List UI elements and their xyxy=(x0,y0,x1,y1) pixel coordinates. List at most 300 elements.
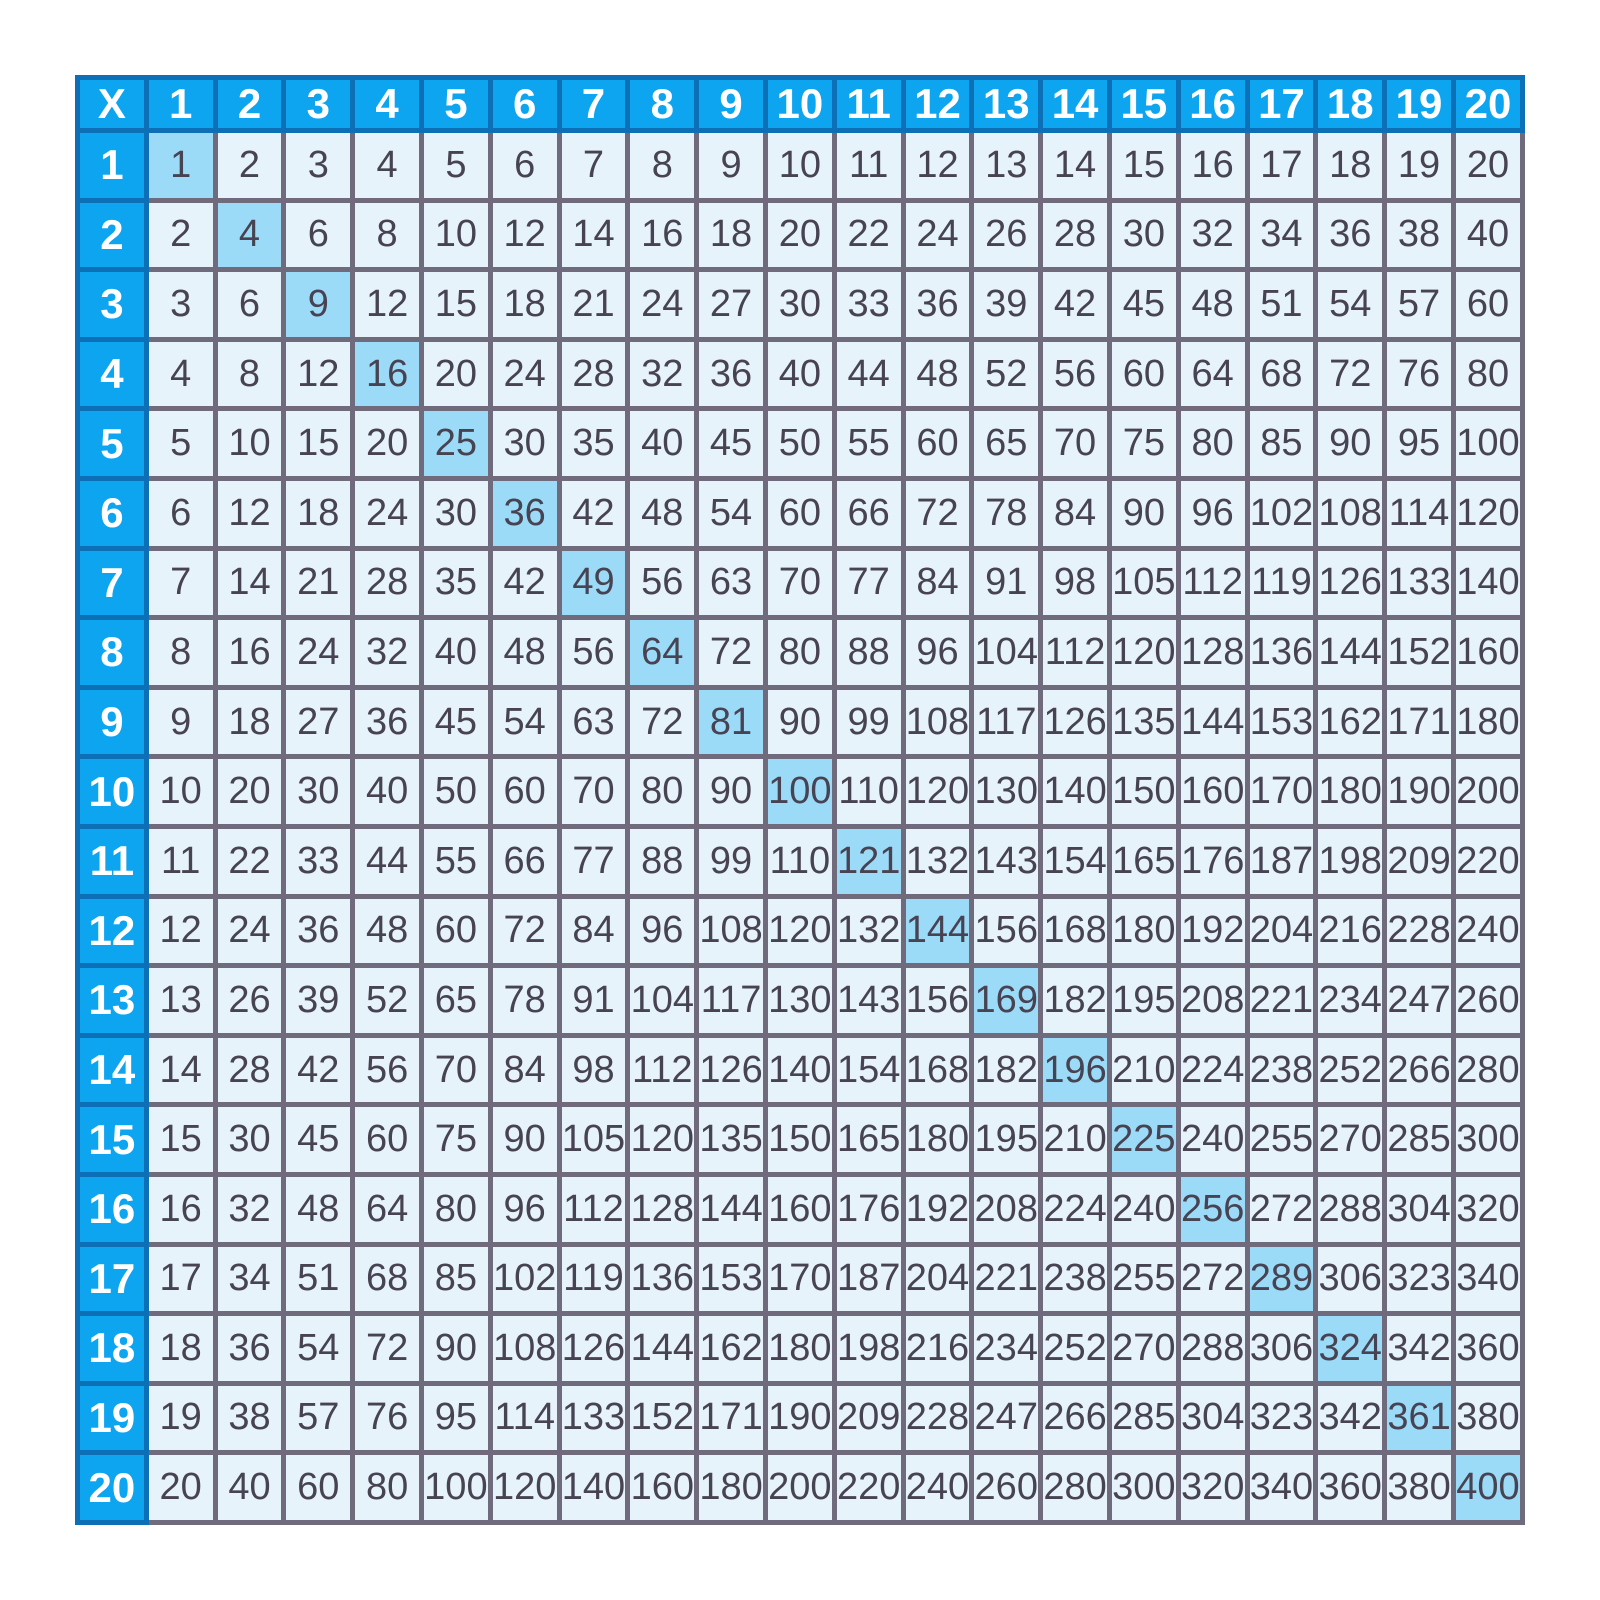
row-header-9: 9 xyxy=(78,687,147,757)
product-cell-10x16: 160 xyxy=(1178,757,1247,827)
product-cell-12x8: 96 xyxy=(628,896,697,966)
product-cell-11x3: 33 xyxy=(284,826,353,896)
product-cell-19x18: 342 xyxy=(1316,1383,1385,1453)
product-cell-1x20: 20 xyxy=(1453,131,1522,201)
product-cell-19x2: 38 xyxy=(215,1383,284,1453)
product-cell-5x6: 30 xyxy=(490,409,559,479)
product-cell-3x13: 39 xyxy=(972,270,1041,340)
product-cell-6x16: 96 xyxy=(1178,478,1247,548)
product-cell-18x8: 144 xyxy=(628,1314,697,1384)
product-cell-16x12: 192 xyxy=(903,1174,972,1244)
product-cell-18x7: 126 xyxy=(559,1314,628,1384)
product-cell-3x14: 42 xyxy=(1041,270,1110,340)
col-header-13: 13 xyxy=(972,78,1041,131)
table-row-7 xyxy=(78,548,1523,618)
product-cell-12x15: 180 xyxy=(1109,896,1178,966)
table-row-9 xyxy=(78,687,1523,757)
product-cell-17x13: 221 xyxy=(972,1244,1041,1314)
product-cell-9x14: 126 xyxy=(1041,687,1110,757)
product-cell-11x8: 88 xyxy=(628,826,697,896)
product-cell-16x11: 176 xyxy=(834,1174,903,1244)
product-cell-10x17: 170 xyxy=(1247,757,1316,827)
product-cell-14x1: 14 xyxy=(146,1035,215,1105)
product-cell-4x18: 72 xyxy=(1316,339,1385,409)
col-header-10: 10 xyxy=(765,78,834,131)
row-header-6: 6 xyxy=(78,478,147,548)
product-cell-16x20: 320 xyxy=(1453,1174,1522,1244)
product-cell-19x16: 304 xyxy=(1178,1383,1247,1453)
product-cell-2x13: 26 xyxy=(972,200,1041,270)
product-cell-2x3: 6 xyxy=(284,200,353,270)
product-cell-9x8: 72 xyxy=(628,687,697,757)
product-cell-17x17: 289 xyxy=(1247,1244,1316,1314)
product-cell-6x8: 48 xyxy=(628,478,697,548)
product-cell-14x15: 210 xyxy=(1109,1035,1178,1105)
product-cell-3x8: 24 xyxy=(628,270,697,340)
table-row-12 xyxy=(78,896,1523,966)
product-cell-16x3: 48 xyxy=(284,1174,353,1244)
product-cell-17x12: 204 xyxy=(903,1244,972,1314)
product-cell-7x15: 105 xyxy=(1109,548,1178,618)
product-cell-17x19: 323 xyxy=(1385,1244,1454,1314)
col-header-6: 6 xyxy=(490,78,559,131)
product-cell-6x10: 60 xyxy=(765,478,834,548)
product-cell-9x7: 63 xyxy=(559,687,628,757)
product-cell-15x9: 135 xyxy=(697,1105,766,1175)
product-cell-10x13: 130 xyxy=(972,757,1041,827)
row-header-19: 19 xyxy=(78,1383,147,1453)
product-cell-7x17: 119 xyxy=(1247,548,1316,618)
row-header-5: 5 xyxy=(78,409,147,479)
product-cell-12x9: 108 xyxy=(697,896,766,966)
product-cell-3x6: 18 xyxy=(490,270,559,340)
product-cell-13x1: 13 xyxy=(146,966,215,1036)
product-cell-14x11: 154 xyxy=(834,1035,903,1105)
row-header-10: 10 xyxy=(78,757,147,827)
product-cell-6x19: 114 xyxy=(1385,478,1454,548)
product-cell-10x20: 200 xyxy=(1453,757,1522,827)
product-cell-20x19: 380 xyxy=(1385,1453,1454,1523)
product-cell-16x17: 272 xyxy=(1247,1174,1316,1244)
product-cell-20x12: 240 xyxy=(903,1453,972,1523)
product-cell-14x10: 140 xyxy=(765,1035,834,1105)
col-header-15: 15 xyxy=(1109,78,1178,131)
product-cell-10x5: 50 xyxy=(421,757,490,827)
product-cell-8x2: 16 xyxy=(215,618,284,688)
product-cell-11x5: 55 xyxy=(421,826,490,896)
table-row-13 xyxy=(78,966,1523,1036)
product-cell-8x15: 120 xyxy=(1109,618,1178,688)
product-cell-7x10: 70 xyxy=(765,548,834,618)
product-cell-19x7: 133 xyxy=(559,1383,628,1453)
product-cell-10x9: 90 xyxy=(697,757,766,827)
col-header-18: 18 xyxy=(1316,78,1385,131)
product-cell-15x11: 165 xyxy=(834,1105,903,1175)
product-cell-6x20: 120 xyxy=(1453,478,1522,548)
table-row-1 xyxy=(78,131,1523,201)
product-cell-7x4: 28 xyxy=(353,548,422,618)
product-cell-8x9: 72 xyxy=(697,618,766,688)
product-cell-15x16: 240 xyxy=(1178,1105,1247,1175)
product-cell-9x10: 90 xyxy=(765,687,834,757)
product-cell-1x14: 14 xyxy=(1041,131,1110,201)
product-cell-12x19: 228 xyxy=(1385,896,1454,966)
product-cell-4x1: 4 xyxy=(146,339,215,409)
product-cell-15x5: 75 xyxy=(421,1105,490,1175)
product-cell-9x5: 45 xyxy=(421,687,490,757)
product-cell-15x7: 105 xyxy=(559,1105,628,1175)
product-cell-10x14: 140 xyxy=(1041,757,1110,827)
product-cell-11x14: 154 xyxy=(1041,826,1110,896)
product-cell-3x18: 54 xyxy=(1316,270,1385,340)
product-cell-1x16: 16 xyxy=(1178,131,1247,201)
product-cell-16x4: 64 xyxy=(353,1174,422,1244)
product-cell-15x6: 90 xyxy=(490,1105,559,1175)
product-cell-19x14: 266 xyxy=(1041,1383,1110,1453)
product-cell-3x15: 45 xyxy=(1109,270,1178,340)
product-cell-11x15: 165 xyxy=(1109,826,1178,896)
product-cell-13x7: 91 xyxy=(559,966,628,1036)
product-cell-15x17: 255 xyxy=(1247,1105,1316,1175)
product-cell-11x18: 198 xyxy=(1316,826,1385,896)
product-cell-17x6: 102 xyxy=(490,1244,559,1314)
product-cell-3x16: 48 xyxy=(1178,270,1247,340)
product-cell-11x12: 132 xyxy=(903,826,972,896)
product-cell-6x2: 12 xyxy=(215,478,284,548)
col-header-16: 16 xyxy=(1178,78,1247,131)
product-cell-19x8: 152 xyxy=(628,1383,697,1453)
product-cell-5x18: 90 xyxy=(1316,409,1385,479)
product-cell-9x2: 18 xyxy=(215,687,284,757)
multiplication-table-container xyxy=(75,75,1525,1525)
product-cell-16x1: 16 xyxy=(146,1174,215,1244)
product-cell-1x19: 19 xyxy=(1385,131,1454,201)
product-cell-8x6: 48 xyxy=(490,618,559,688)
col-header-1: 1 xyxy=(146,78,215,131)
product-cell-20x14: 280 xyxy=(1041,1453,1110,1523)
product-cell-2x1: 2 xyxy=(146,200,215,270)
product-cell-6x1: 6 xyxy=(146,478,215,548)
product-cell-5x1: 5 xyxy=(146,409,215,479)
product-cell-13x15: 195 xyxy=(1109,966,1178,1036)
product-cell-14x12: 168 xyxy=(903,1035,972,1105)
product-cell-7x7: 49 xyxy=(559,548,628,618)
product-cell-11x6: 66 xyxy=(490,826,559,896)
product-cell-9x12: 108 xyxy=(903,687,972,757)
col-header-5: 5 xyxy=(421,78,490,131)
product-cell-5x20: 100 xyxy=(1453,409,1522,479)
product-cell-11x9: 99 xyxy=(697,826,766,896)
table-row-19 xyxy=(78,1383,1523,1453)
product-cell-2x8: 16 xyxy=(628,200,697,270)
product-cell-15x8: 120 xyxy=(628,1105,697,1175)
product-cell-19x19: 361 xyxy=(1385,1383,1454,1453)
product-cell-5x7: 35 xyxy=(559,409,628,479)
product-cell-1x18: 18 xyxy=(1316,131,1385,201)
product-cell-6x7: 42 xyxy=(559,478,628,548)
col-header-4: 4 xyxy=(353,78,422,131)
product-cell-5x8: 40 xyxy=(628,409,697,479)
product-cell-2x6: 12 xyxy=(490,200,559,270)
product-cell-8x4: 32 xyxy=(353,618,422,688)
product-cell-17x1: 17 xyxy=(146,1244,215,1314)
product-cell-9x13: 117 xyxy=(972,687,1041,757)
product-cell-19x12: 228 xyxy=(903,1383,972,1453)
table-body xyxy=(78,131,1523,1523)
product-cell-1x3: 3 xyxy=(284,131,353,201)
product-cell-15x12: 180 xyxy=(903,1105,972,1175)
product-cell-14x18: 252 xyxy=(1316,1035,1385,1105)
product-cell-18x6: 108 xyxy=(490,1314,559,1384)
product-cell-10x10: 100 xyxy=(765,757,834,827)
product-cell-13x12: 156 xyxy=(903,966,972,1036)
product-cell-14x14: 196 xyxy=(1041,1035,1110,1105)
product-cell-2x5: 10 xyxy=(421,200,490,270)
col-header-2: 2 xyxy=(215,78,284,131)
product-cell-3x11: 33 xyxy=(834,270,903,340)
product-cell-13x8: 104 xyxy=(628,966,697,1036)
product-cell-12x3: 36 xyxy=(284,896,353,966)
product-cell-1x17: 17 xyxy=(1247,131,1316,201)
product-cell-9x3: 27 xyxy=(284,687,353,757)
product-cell-18x9: 162 xyxy=(697,1314,766,1384)
product-cell-15x3: 45 xyxy=(284,1105,353,1175)
product-cell-7x14: 98 xyxy=(1041,548,1110,618)
product-cell-15x19: 285 xyxy=(1385,1105,1454,1175)
product-cell-13x11: 143 xyxy=(834,966,903,1036)
product-cell-8x13: 104 xyxy=(972,618,1041,688)
product-cell-15x20: 300 xyxy=(1453,1105,1522,1175)
product-cell-5x15: 75 xyxy=(1109,409,1178,479)
product-cell-6x17: 102 xyxy=(1247,478,1316,548)
product-cell-5x9: 45 xyxy=(697,409,766,479)
product-cell-14x2: 28 xyxy=(215,1035,284,1105)
product-cell-8x16: 128 xyxy=(1178,618,1247,688)
col-header-11: 11 xyxy=(834,78,903,131)
product-cell-13x13: 169 xyxy=(972,966,1041,1036)
product-cell-10x4: 40 xyxy=(353,757,422,827)
product-cell-12x20: 240 xyxy=(1453,896,1522,966)
product-cell-13x2: 26 xyxy=(215,966,284,1036)
product-cell-3x17: 51 xyxy=(1247,270,1316,340)
product-cell-1x9: 9 xyxy=(697,131,766,201)
product-cell-3x12: 36 xyxy=(903,270,972,340)
product-cell-10x1: 10 xyxy=(146,757,215,827)
product-cell-20x20: 400 xyxy=(1453,1453,1522,1523)
product-cell-5x4: 20 xyxy=(353,409,422,479)
row-header-3: 3 xyxy=(78,270,147,340)
product-cell-2x18: 36 xyxy=(1316,200,1385,270)
product-cell-4x11: 44 xyxy=(834,339,903,409)
product-cell-4x7: 28 xyxy=(559,339,628,409)
product-cell-16x16: 256 xyxy=(1178,1174,1247,1244)
product-cell-7x2: 14 xyxy=(215,548,284,618)
product-cell-20x9: 180 xyxy=(697,1453,766,1523)
product-cell-2x12: 24 xyxy=(903,200,972,270)
product-cell-9x9: 81 xyxy=(697,687,766,757)
product-cell-3x2: 6 xyxy=(215,270,284,340)
product-cell-12x2: 24 xyxy=(215,896,284,966)
product-cell-7x9: 63 xyxy=(697,548,766,618)
product-cell-19x5: 95 xyxy=(421,1383,490,1453)
product-cell-10x18: 180 xyxy=(1316,757,1385,827)
product-cell-14x17: 238 xyxy=(1247,1035,1316,1105)
product-cell-19x17: 323 xyxy=(1247,1383,1316,1453)
product-cell-8x17: 136 xyxy=(1247,618,1316,688)
table-row-2 xyxy=(78,200,1523,270)
product-cell-13x6: 78 xyxy=(490,966,559,1036)
product-cell-2x2: 4 xyxy=(215,200,284,270)
product-cell-9x20: 180 xyxy=(1453,687,1522,757)
product-cell-19x10: 190 xyxy=(765,1383,834,1453)
product-cell-6x11: 66 xyxy=(834,478,903,548)
product-cell-16x8: 128 xyxy=(628,1174,697,1244)
product-cell-16x9: 144 xyxy=(697,1174,766,1244)
product-cell-11x10: 110 xyxy=(765,826,834,896)
product-cell-19x6: 114 xyxy=(490,1383,559,1453)
product-cell-2x19: 38 xyxy=(1385,200,1454,270)
product-cell-18x17: 306 xyxy=(1247,1314,1316,1384)
product-cell-3x5: 15 xyxy=(421,270,490,340)
table-row-6 xyxy=(78,478,1523,548)
product-cell-20x13: 260 xyxy=(972,1453,1041,1523)
product-cell-16x13: 208 xyxy=(972,1174,1041,1244)
product-cell-7x1: 7 xyxy=(146,548,215,618)
product-cell-4x3: 12 xyxy=(284,339,353,409)
product-cell-12x17: 204 xyxy=(1247,896,1316,966)
product-cell-2x4: 8 xyxy=(353,200,422,270)
product-cell-9x15: 135 xyxy=(1109,687,1178,757)
product-cell-2x7: 14 xyxy=(559,200,628,270)
product-cell-1x13: 13 xyxy=(972,131,1041,201)
product-cell-7x18: 126 xyxy=(1316,548,1385,618)
product-cell-20x11: 220 xyxy=(834,1453,903,1523)
product-cell-16x19: 304 xyxy=(1385,1174,1454,1244)
col-header-7: 7 xyxy=(559,78,628,131)
product-cell-4x16: 64 xyxy=(1178,339,1247,409)
product-cell-11x19: 209 xyxy=(1385,826,1454,896)
product-cell-20x8: 160 xyxy=(628,1453,697,1523)
product-cell-8x1: 8 xyxy=(146,618,215,688)
product-cell-8x3: 24 xyxy=(284,618,353,688)
header-row xyxy=(78,78,1523,131)
product-cell-13x16: 208 xyxy=(1178,966,1247,1036)
table-row-17 xyxy=(78,1244,1523,1314)
product-cell-3x9: 27 xyxy=(697,270,766,340)
product-cell-14x3: 42 xyxy=(284,1035,353,1105)
product-cell-17x15: 255 xyxy=(1109,1244,1178,1314)
product-cell-13x20: 260 xyxy=(1453,966,1522,1036)
multiplication-table xyxy=(75,75,1525,1525)
product-cell-1x11: 11 xyxy=(834,131,903,201)
product-cell-15x18: 270 xyxy=(1316,1105,1385,1175)
product-cell-1x8: 8 xyxy=(628,131,697,201)
product-cell-11x11: 121 xyxy=(834,826,903,896)
col-header-12: 12 xyxy=(903,78,972,131)
product-cell-20x7: 140 xyxy=(559,1453,628,1523)
row-header-1: 1 xyxy=(78,131,147,201)
row-header-14: 14 xyxy=(78,1035,147,1105)
product-cell-19x1: 19 xyxy=(146,1383,215,1453)
row-header-15: 15 xyxy=(78,1105,147,1175)
product-cell-6x9: 54 xyxy=(697,478,766,548)
product-cell-8x14: 112 xyxy=(1041,618,1110,688)
product-cell-19x11: 209 xyxy=(834,1383,903,1453)
product-cell-20x4: 80 xyxy=(353,1453,422,1523)
product-cell-17x4: 68 xyxy=(353,1244,422,1314)
product-cell-4x19: 76 xyxy=(1385,339,1454,409)
table-row-3 xyxy=(78,270,1523,340)
product-cell-12x13: 156 xyxy=(972,896,1041,966)
product-cell-1x12: 12 xyxy=(903,131,972,201)
product-cell-16x10: 160 xyxy=(765,1174,834,1244)
product-cell-20x3: 60 xyxy=(284,1453,353,1523)
product-cell-5x19: 95 xyxy=(1385,409,1454,479)
product-cell-13x9: 117 xyxy=(697,966,766,1036)
product-cell-18x3: 54 xyxy=(284,1314,353,1384)
product-cell-10x6: 60 xyxy=(490,757,559,827)
product-cell-18x1: 18 xyxy=(146,1314,215,1384)
product-cell-20x15: 300 xyxy=(1109,1453,1178,1523)
product-cell-5x11: 55 xyxy=(834,409,903,479)
product-cell-6x5: 30 xyxy=(421,478,490,548)
product-cell-4x13: 52 xyxy=(972,339,1041,409)
row-header-18: 18 xyxy=(78,1314,147,1384)
product-cell-4x10: 40 xyxy=(765,339,834,409)
product-cell-14x19: 266 xyxy=(1385,1035,1454,1105)
product-cell-20x16: 320 xyxy=(1178,1453,1247,1523)
product-cell-4x6: 24 xyxy=(490,339,559,409)
product-cell-2x10: 20 xyxy=(765,200,834,270)
product-cell-13x3: 39 xyxy=(284,966,353,1036)
product-cell-9x11: 99 xyxy=(834,687,903,757)
row-header-11: 11 xyxy=(78,826,147,896)
table-row-10 xyxy=(78,757,1523,827)
col-header-19: 19 xyxy=(1385,78,1454,131)
product-cell-15x14: 210 xyxy=(1041,1105,1110,1175)
corner-cell: X xyxy=(78,78,147,131)
product-cell-4x20: 80 xyxy=(1453,339,1522,409)
product-cell-8x18: 144 xyxy=(1316,618,1385,688)
product-cell-18x11: 198 xyxy=(834,1314,903,1384)
product-cell-9x6: 54 xyxy=(490,687,559,757)
table-row-16 xyxy=(78,1174,1523,1244)
product-cell-2x16: 32 xyxy=(1178,200,1247,270)
product-cell-11x17: 187 xyxy=(1247,826,1316,896)
product-cell-19x9: 171 xyxy=(697,1383,766,1453)
product-cell-6x13: 78 xyxy=(972,478,1041,548)
product-cell-6x14: 84 xyxy=(1041,478,1110,548)
product-cell-7x3: 21 xyxy=(284,548,353,618)
product-cell-7x8: 56 xyxy=(628,548,697,618)
product-cell-8x11: 88 xyxy=(834,618,903,688)
product-cell-12x16: 192 xyxy=(1178,896,1247,966)
row-header-2: 2 xyxy=(78,200,147,270)
product-cell-20x18: 360 xyxy=(1316,1453,1385,1523)
row-header-17: 17 xyxy=(78,1244,147,1314)
product-cell-1x4: 4 xyxy=(353,131,422,201)
product-cell-12x14: 168 xyxy=(1041,896,1110,966)
col-header-14: 14 xyxy=(1041,78,1110,131)
product-cell-19x3: 57 xyxy=(284,1383,353,1453)
product-cell-9x1: 9 xyxy=(146,687,215,757)
product-cell-12x5: 60 xyxy=(421,896,490,966)
product-cell-10x7: 70 xyxy=(559,757,628,827)
product-cell-3x1: 3 xyxy=(146,270,215,340)
product-cell-17x11: 187 xyxy=(834,1244,903,1314)
product-cell-20x17: 340 xyxy=(1247,1453,1316,1523)
product-cell-11x1: 11 xyxy=(146,826,215,896)
